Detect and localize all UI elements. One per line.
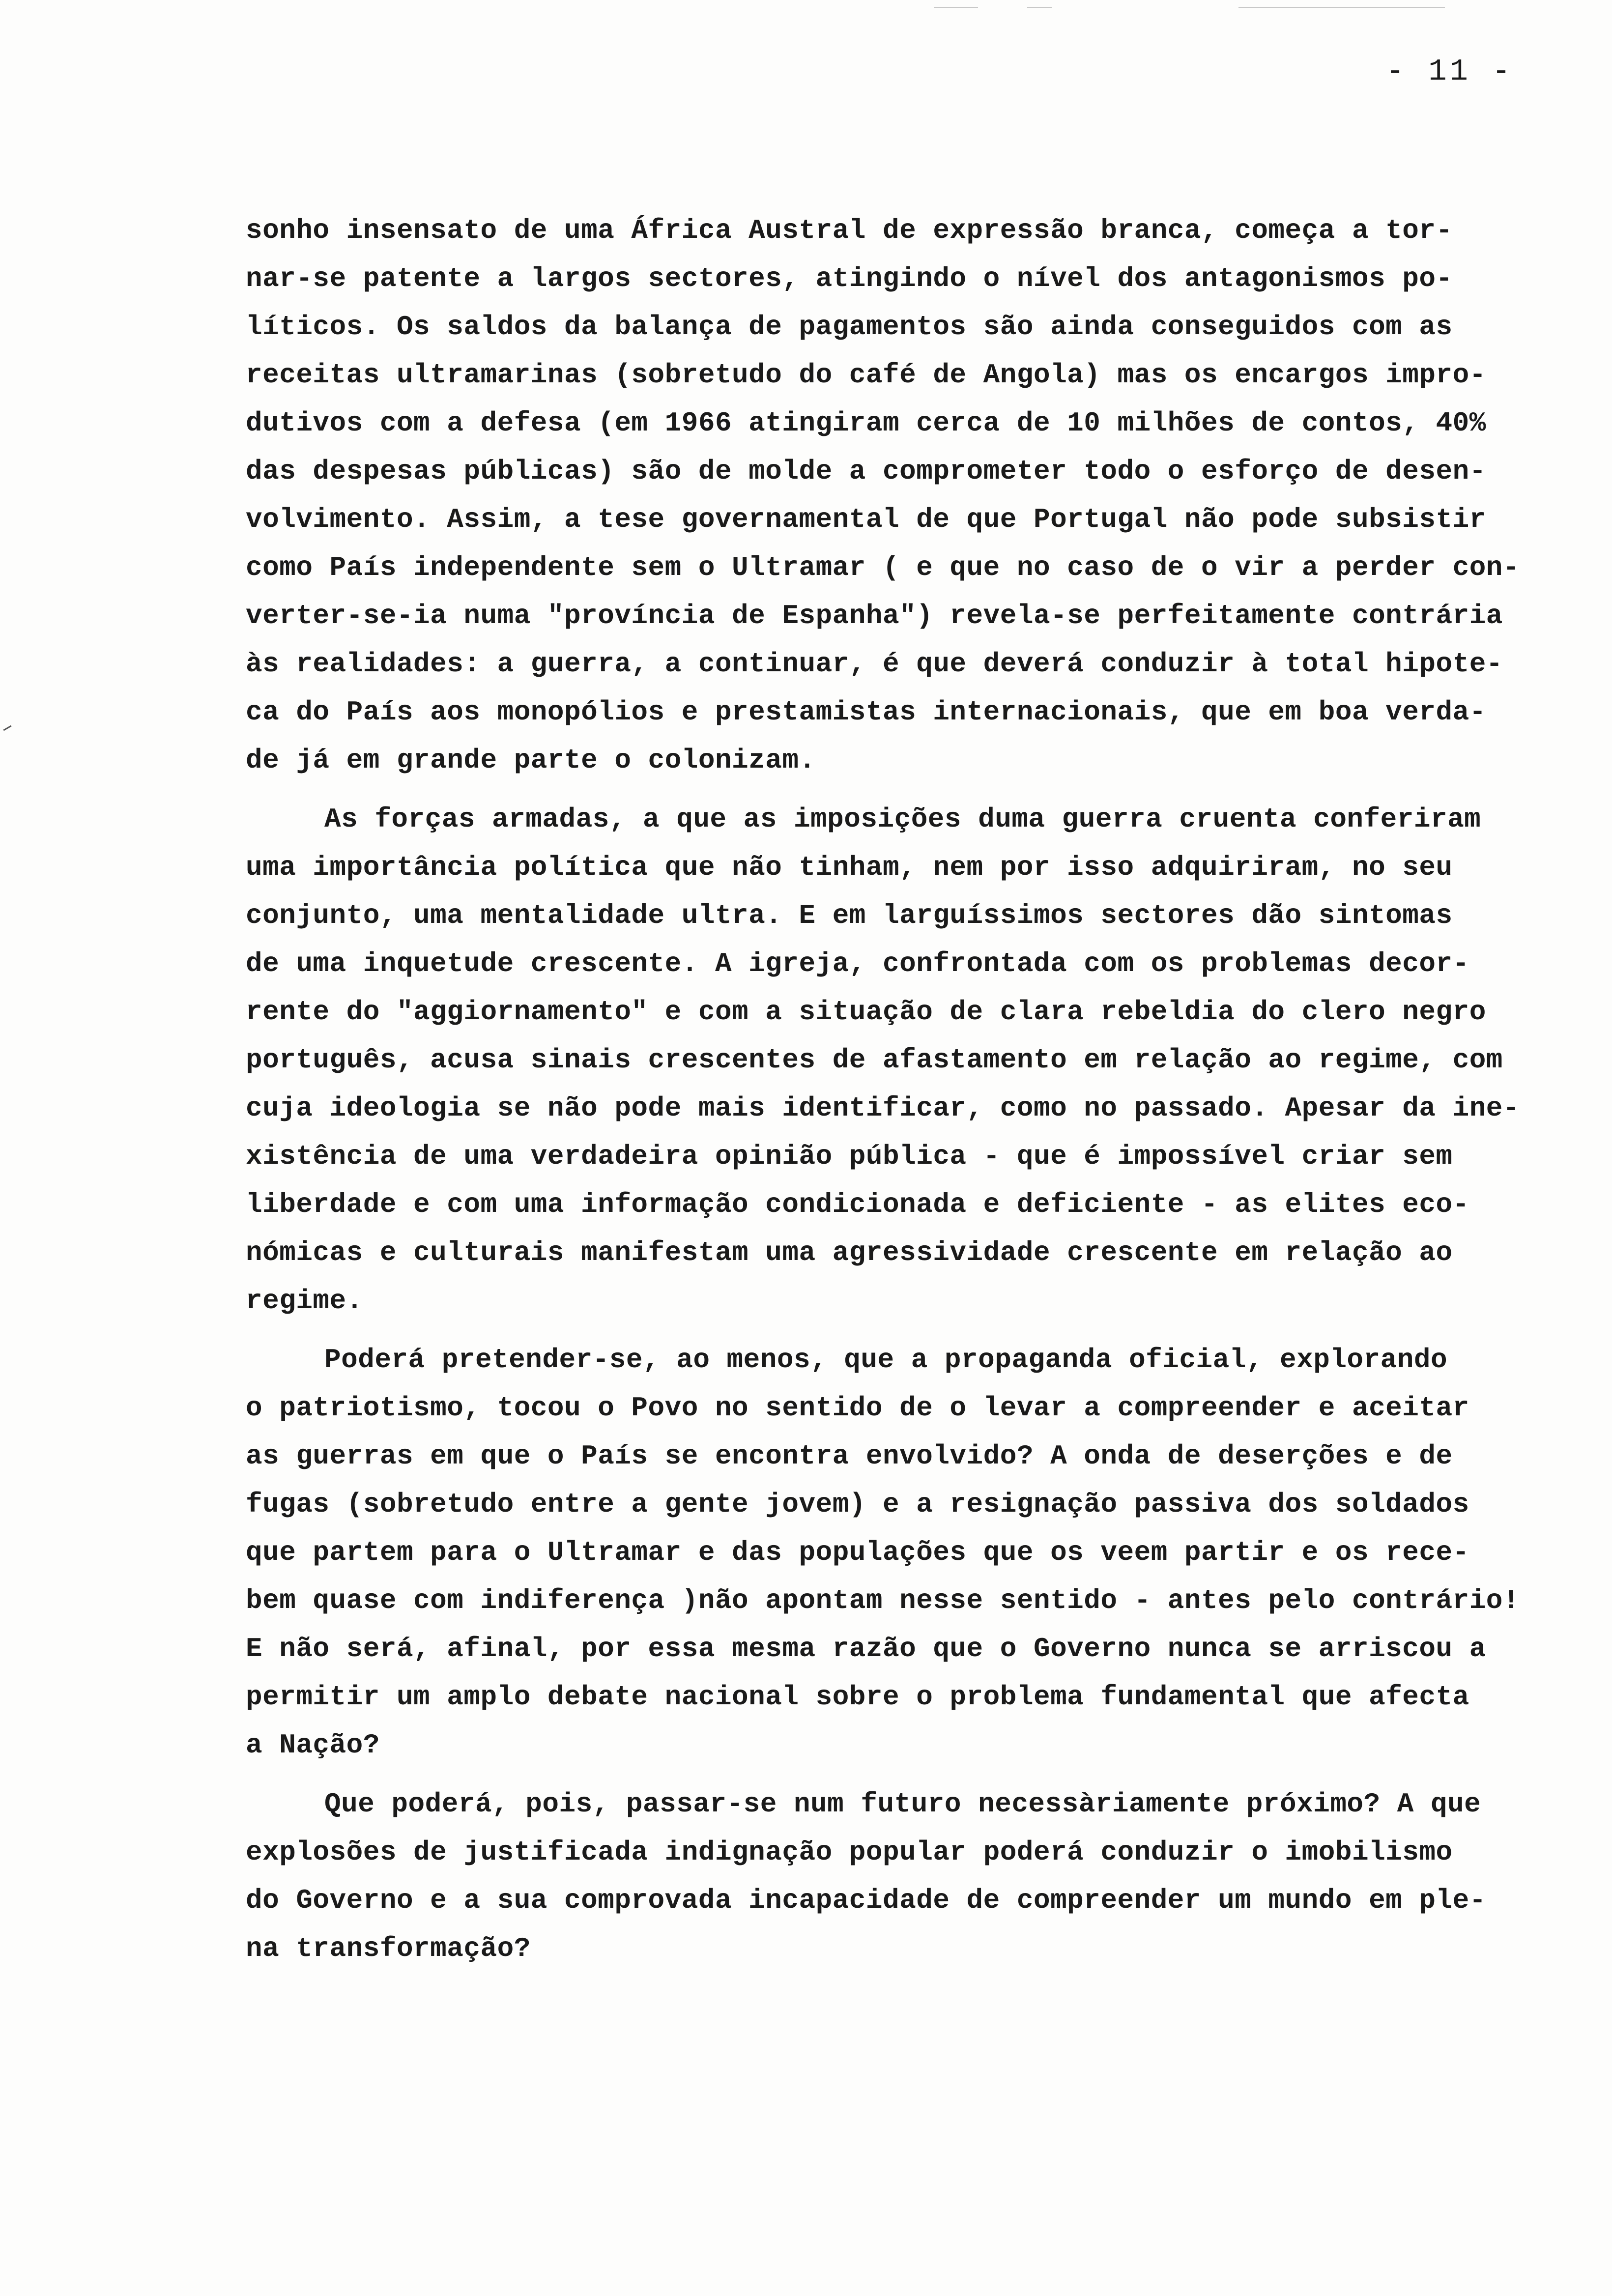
text-line: bem quase com indiferença )não apontam nesse sentido - antes pelo contrário! xyxy=(246,1585,1520,1616)
paragraph-1 xyxy=(246,206,1602,784)
page-number: - 11 - xyxy=(1386,54,1514,89)
text-line: sonho insensato de uma África Austral de expressão branca, começa a tor- xyxy=(246,215,1453,246)
text-line: a Nação? xyxy=(246,1729,380,1761)
text-line: verter-se-ia numa "província de Espanha") revela-se perfeitamente contrária xyxy=(246,600,1503,631)
text-line: ca do País aos monopólios e prestamistas internacionais, que em boa verda- xyxy=(246,696,1486,728)
text-line: nar-se patente a largos sectores, atingindo o nível dos antagonismos po- xyxy=(246,263,1453,294)
text-line: o patriotismo, tocou o Povo no sentido de o levar a compreender e aceitar xyxy=(246,1392,1469,1424)
text-line: xistência de uma verdadeira opinião pública - que é impossível criar sem xyxy=(246,1141,1453,1172)
text-line: Que poderá, pois, passar-se num futuro necessàriamente próximo? A que xyxy=(324,1788,1481,1820)
text-line: dutivos com a defesa (em 1966 atingiram cerca de 10 milhões de contos, 40% xyxy=(246,407,1486,439)
text-line: regime. xyxy=(246,1285,363,1317)
text-line: nómicas e culturais manifestam uma agressividade crescente em relação ao xyxy=(246,1237,1453,1268)
text-line: E não será, afinal, por essa mesma razão que o Governo nunca se arriscou a xyxy=(246,1633,1486,1665)
margin-tick-mark xyxy=(3,725,11,731)
text-line: das despesas públicas) são de molde a comprometer todo o esforço de desen- xyxy=(246,456,1486,487)
text-line: às realidades: a guerra, a continuar, é que deverá conduzir à total hipote- xyxy=(246,648,1503,680)
text-line: receitas ultramarinas (sobretudo do café de Angola) mas os encargos impro- xyxy=(246,359,1486,391)
text-line: as guerras em que o País se encontra envolvido? A onda de deserções e de xyxy=(246,1440,1453,1472)
text-line: líticos. Os saldos da balança de pagamentos são ainda conseguidos com as xyxy=(246,311,1453,343)
text-line: que partem para o Ultramar e das populações que os veem partir e os rece- xyxy=(246,1537,1469,1568)
top-edge-mark xyxy=(1238,7,1445,8)
text-line: de uma inquetude crescente. A igreja, confrontada com os problemas decor- xyxy=(246,948,1469,979)
text-line: explosões de justificada indignação popular poderá conduzir o imobilismo xyxy=(246,1837,1453,1868)
paragraph-2 xyxy=(246,795,1602,1325)
text-line: português, acusa sinais crescentes de afastamento em relação ao regime, com xyxy=(246,1044,1503,1076)
text-line: conjunto, uma mentalidade ultra. E em larguíssimos sectores dão sintomas xyxy=(246,900,1453,931)
top-edge-mark xyxy=(1027,7,1052,8)
text-line: como País independente sem o Ultramar ( e que no caso de o vir a perder con- xyxy=(246,552,1520,583)
text-line: liberdade e com uma informação condicionada e deficiente - as elites eco- xyxy=(246,1189,1469,1220)
text-line: de já em grande parte o colonizam. xyxy=(246,745,816,776)
text-line: volvimento. Assim, a tese governamental de que Portugal não pode subsistir xyxy=(246,504,1486,535)
text-line: rente do "aggiornamento" e com a situação de clara rebeldia do clero negro xyxy=(246,996,1486,1028)
paragraph-4 xyxy=(246,1780,1602,1973)
text-line: As forças armadas, a que as imposições duma guerra cruenta conferiram xyxy=(324,804,1481,835)
paragraph-3 xyxy=(246,1336,1602,1769)
text-line: uma importância política que não tinham, nem por isso adquiriram, no seu xyxy=(246,852,1453,883)
text-line: do Governo e a sua comprovada incapacidade de compreender um mundo em ple- xyxy=(246,1885,1486,1916)
text-line: fugas (sobretudo entre a gente jovem) e a resignação passiva dos soldados xyxy=(246,1489,1469,1520)
text-line: na transformação? xyxy=(246,1933,531,1964)
top-edge-mark xyxy=(934,7,978,8)
text-line: cuja ideologia se não pode mais identificar, como no passado. Apesar da ine- xyxy=(246,1092,1520,1124)
text-line: permitir um amplo debate nacional sobre o problema fundamental que afecta xyxy=(246,1681,1469,1713)
document-body xyxy=(246,206,1602,1983)
text-line: Poderá pretender-se, ao menos, que a propaganda oficial, explorando xyxy=(324,1344,1448,1376)
